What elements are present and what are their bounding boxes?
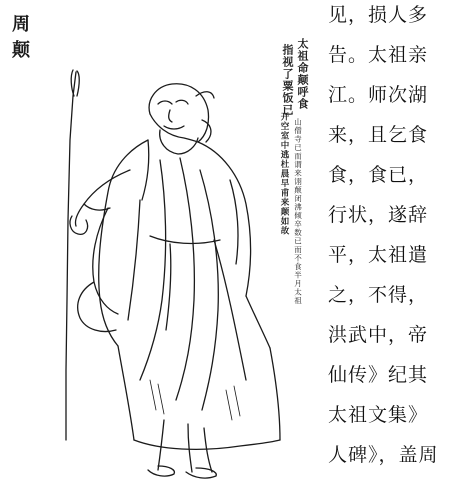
text-line-2: 告。太祖亲 [328,44,429,66]
text-line-5: 食，食已， [328,164,429,186]
text-line-9: 洪武中，帝 [328,324,429,346]
text-line-11: 太祖文集》 [328,404,429,426]
inscription-col-2: 指视了粟饭已 [281,44,294,116]
text-line-12: 人碑》，盖周 [328,444,439,466]
text-line-6: 行状，遂辞 [328,204,429,226]
inscription-col-1: 太祖命颠呼食 [296,38,309,110]
text-line-10: 仙传》纪其 [328,364,429,386]
inscription-col-4: 开空室中逃杜晨早甫来颠如故 [279,112,289,236]
text-line-1: 见，损人多 [328,4,429,26]
inscription-col-3: 山僧寺已而谓来诩颠闭沸倾卒数已而不食半月太祖 [293,118,303,305]
text-line-7: 平，太祖遣 [328,244,429,266]
text-line-4: 来，且乞食 [328,124,429,146]
figure-name-char-1: 周 [9,14,30,32]
text-line-3: 江。师次湖 [328,84,429,106]
text-line-8: 之，不得， [328,284,429,306]
figure-name-char-2: 颠 [9,40,30,58]
